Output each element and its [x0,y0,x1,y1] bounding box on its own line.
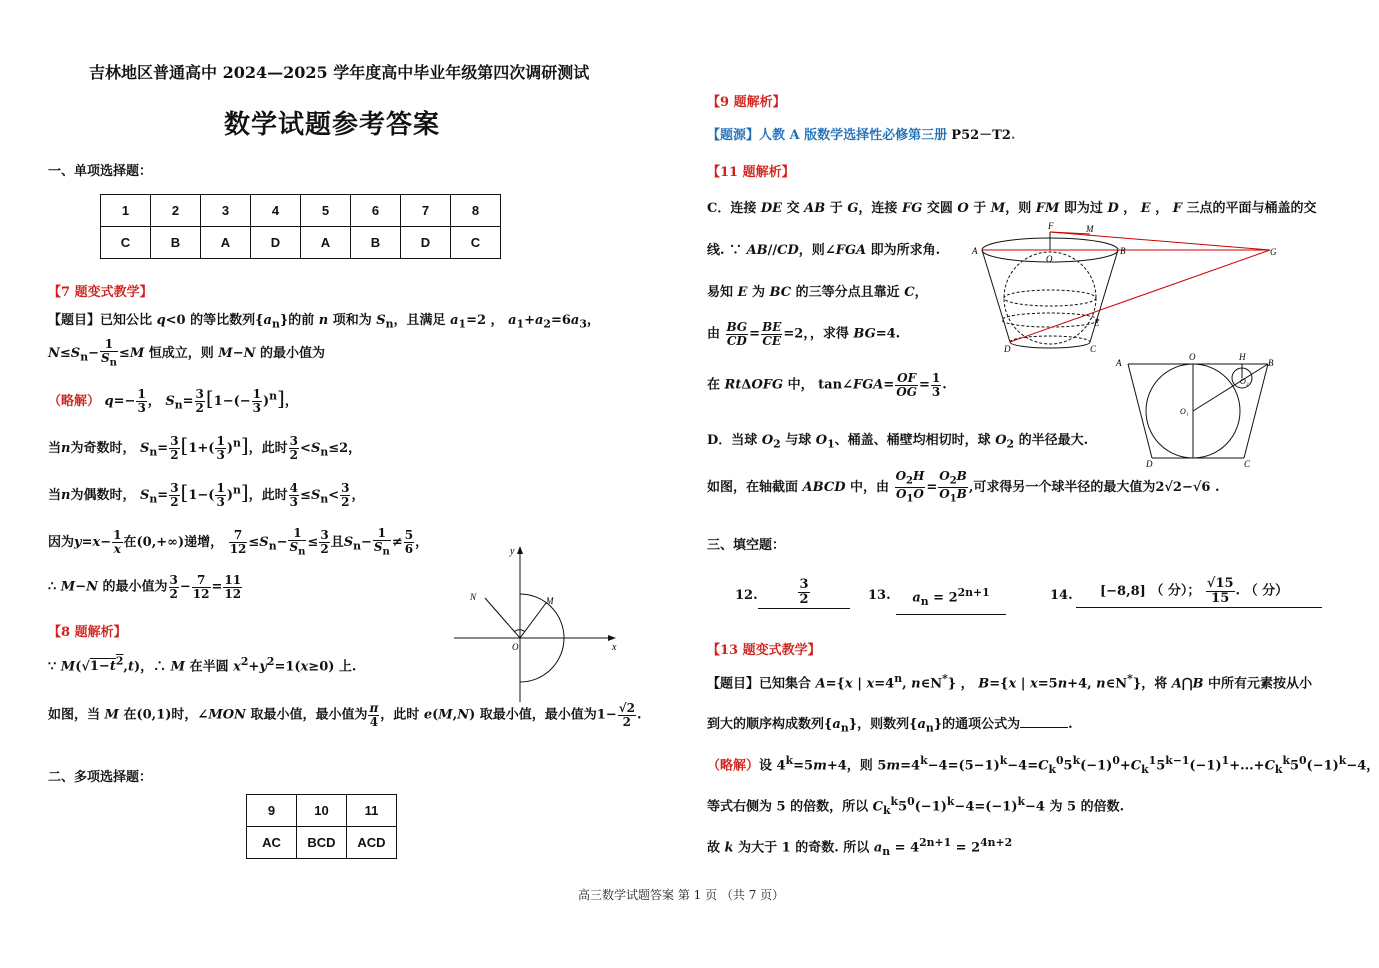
blank-13-number: 13. [868,588,891,603]
table-cell: 7 [401,195,451,227]
table-cell: B [351,227,401,259]
section3-heading: 三、填空题： [707,538,786,553]
section2-heading: 二、多项选择题： [48,770,153,785]
table-cell: 10 [297,795,347,827]
q13-problem-line1: 【题目】已知集合 A={x | $x=4^n$, n∈N*} ， B={x | x=5n+4, n∈N*}，将 A⋂B 中所有元素按从小 [707,672,1313,692]
q7-solution-monotone: 因为y=x− $\frac{1}{x}$ 在(0,+∞)递增， $\frac{7}{12}$ $\le S_n-$ $\frac{1}{S_n}$ ≤ $\frac{3}{2}$ 且$S_n-$ $\frac{1}{S_n}$ ≠ $\frac{5}{6}$ ， [48,526,429,557]
fig2-label: D [1146,459,1153,469]
table-cell: ACD [347,827,397,859]
q9-source: 【题源】人教 A 版数学选择性必修第三册 P52－T2. [707,128,1016,143]
multi-choice-answer-table [246,794,397,859]
blank-14-answer: [−8,8] （ 分）； $\frac{√15}{15}$ . （ 分） [1076,577,1322,608]
fig2-label: H [1239,352,1246,362]
table-cell: 11 [347,795,397,827]
q7-problem-line1: 【题目】已知公比 q<0 的等比数列$\{a_n\}$的前 n 项和为 $S_n$，且满足 $a_1=2$ ， $a_1+a_2=6a_3$， [48,313,600,331]
blank-12-answer: $\frac{3}{2}$ [758,578,850,609]
q7-solution-even: 当n为偶数时， $S_n=$ $\frac{3}{2}$ [1−( $\frac{1}{3}$ )$^n$]，此时 $\frac{4}{3}$ $\le S_n<$ $\frac{3}{2}$ ， [48,480,365,509]
q11-bucket-figure [970,220,1280,355]
q8-line2: 如图，当 M 在(0,1)时，∠MON 取最小值，最小值为 $\frac{\pi}{4}$ ，此时 e(M,N) 取最小值，最小值为1− $\frac{√2}{2}$ . [48,701,642,729]
q7-solution-line1: （略解） q=− $\frac{1}{3}$ ， $S_n=$ $\frac{3}{2}$ [1−(− $\frac{1}{3}$ )$^n$]， [48,386,298,415]
table-cell: 1 [101,195,151,227]
q11-d-line1: D．当球 $O_2$ 与球 $O_1$、桶盖、桶壁均相切时，球 $O_2$ 的半径最大. [707,433,1089,451]
q11-c-line5: 在 RtΔOFG 中， tan∠FGA= $\frac{OF}{OG}$ = $\frac{1}{3}$ . [707,371,947,399]
page-title: 数学试题参考答案 [224,110,441,140]
q11-tag: 【11 题解析】 [707,165,795,180]
fig2-label: O [1189,352,1196,362]
q8-line1: ∵ $M(√1-t^2,t)$，∴ M 在半圆 $x^2+y^2=1(x\ge 0)$ 上. [48,655,357,675]
fig2-label: O₁ [1180,407,1189,416]
table-cell: B [151,227,201,259]
fig1-label: B [1120,246,1126,256]
table-cell: 2 [151,195,201,227]
q11-c-line4: 由 $\frac{BG}{CD}$ = $\frac{BE}{CE}$ =2，，求得 BG=4. [707,320,901,348]
fig1-label: M [1086,224,1094,234]
section1-heading: 一、单项选择题： [48,164,153,179]
point-n-label: N [470,592,477,602]
q11-c-line3: 易知 E 为 BC 的三等分点且靠近 C， [707,285,928,300]
table-cell: A [301,227,351,259]
table-cell: 8 [451,195,501,227]
q9-tag: 【9 题解析】 [707,95,786,110]
single-choice-answer-table [100,194,501,259]
x-axis-label: x [612,642,617,653]
table-cell: C [101,227,151,259]
table-cell: AC [247,827,297,859]
table-cell: 6 [351,195,401,227]
fig2-label: A [1116,358,1122,368]
table-cell: 3 [201,195,251,227]
q7-result: ∴ M−N 的最小值为 $\frac{3}{2}$ − $\frac{7}{12}$ = $\frac{11}{12}$ [48,573,242,601]
fig1-label: D [1004,344,1011,354]
q13-problem-line2: 到大的顺序构成数列$\{a_n\}$，则数列$\{a_n\}$的通项公式为 . [707,717,1073,735]
q13-solution-line2: 等式右侧为 5 的倍数，所以 $C_k^k5^0(-1)^k-4=(-1)^k-4$ 为 5 的倍数. [707,795,1125,817]
q13-solution-line1: （略解）设 $4^k=5m+4$，则 $5m=4^k-4=(5-1)^k-4=C_k^05^k(-1)^0+C_k^15^{k-1}(-1)^1+...+C_k^k5^0(-1)^k-4$， [707,754,1379,776]
q8-graph [450,540,625,708]
page-footer: 高三数学试题答案 第 1 页 （共 7 页） [578,888,785,902]
q11-axial-section-figure [1110,350,1280,470]
blank-12-number: 12. [735,588,758,603]
q13-tag: 【13 题变式教学】 [707,643,821,658]
q11-c-line2: 线. ∵ AB//CD，则∠FGA 即为所求角. [707,243,941,258]
blank-14-number: 14. [1050,588,1073,603]
q11-d-line2: 如图，在轴截面 ABCD 中，由 $\frac{O_2H}{O_1O}$ = $\frac{O_2B}{O_1B}$ ,可求得另一个球半径的最大值为2√2−√6 . [707,469,1220,505]
table-cell: A [201,227,251,259]
fig1-label: O [1046,254,1053,264]
point-m-label: M [546,596,554,606]
table-cell: C [451,227,501,259]
table-cell: 9 [247,795,297,827]
fig1-label: G [1270,247,1277,257]
q11-c-line1: C．连接 DE 交 AB 于 G，连接 FG 交圆 O 于 M，则 FM 即为过 D ， E ， F 三点的平面与桶盖的交 [707,201,1317,216]
fig2-label: O₂ [1240,377,1249,386]
q8-tag: 【8 题解析】 [48,625,127,640]
table-cell: D [401,227,451,259]
fig2-label: C [1244,459,1251,469]
q7-problem-line2: $N\le S_n-$ $\frac{1}{S_n}$ ≤M 恒成立，则 M−N 的最小值为 [48,337,326,368]
fig1-label: F [1048,221,1054,231]
blank-13-answer: $a_n = 2^{2n+1}$ [896,586,1006,615]
y-axis-label: y [510,546,515,557]
q13-solution-line3: 故 k 为大于 1 的奇数. 所以 $a_n = 4^{2n+1} = 2^{4n+2}$ [707,836,1013,858]
table-cell: 4 [251,195,301,227]
fig1-label: C [1090,344,1097,354]
table-cell: 5 [301,195,351,227]
fig1-label: E [1094,318,1100,328]
q7-solution-odd: 当n为奇数时， $S_n=$ $\frac{3}{2}$ [1+( $\frac{1}{3}$ )$^n$]，此时 $\frac{3}{2}$ $<S_n\le 2$， [48,433,362,462]
table-cell: D [251,227,301,259]
table-cell: BCD [297,827,347,859]
fig1-label: A [972,246,978,256]
document-title: 吉林地区普通高中 2024—2025 学年度高中毕业年级第四次调研测试 [89,63,590,82]
fig2-label: B [1268,358,1274,368]
q7-tag: 【7 题变式教学】 [48,285,153,300]
origin-label: O [512,642,519,652]
